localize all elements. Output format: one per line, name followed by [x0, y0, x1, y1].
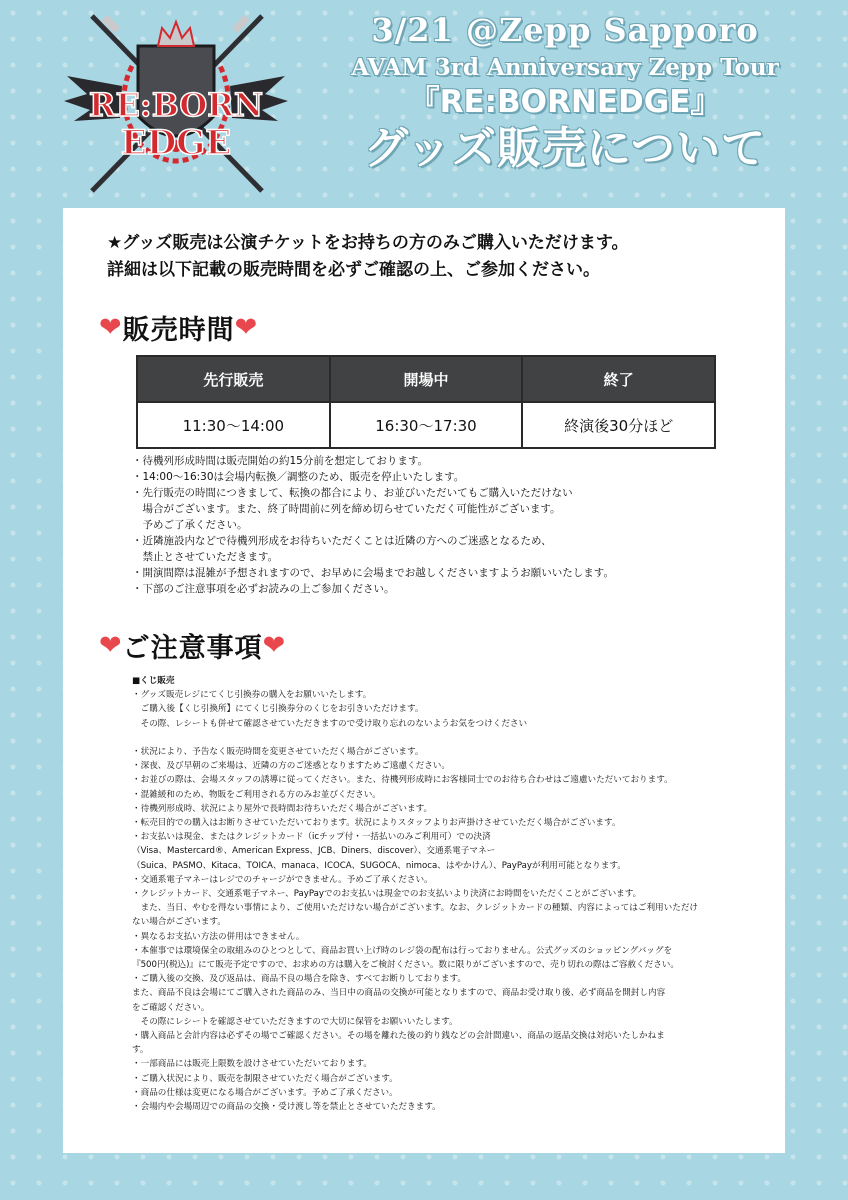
notice-line: ・本催事では環境保全の取組みのひとつとして、商品お買い上げ時のレジ袋の配布は行っておりません。公式グッズのショッピングバッグを	[132, 945, 673, 956]
note-line: ・開演間際は混雑が予想されますので、お早めに会場までお越しくださいますようお願いいたします。	[132, 567, 614, 579]
heart-icon: ❤	[262, 630, 287, 661]
intro-line: ★グッズ販売は公演チケットをお持ちの方のみご購入いただけます。	[107, 233, 629, 253]
notice-line: ・交通系電子マネーはレジでのチャージができません。予めご了承ください。	[132, 874, 433, 885]
sales-hours-table	[136, 355, 716, 449]
notice-line: （Visa、Mastercard®、American Express、JCB、Diners、discover）、交通系電子マネー	[132, 846, 496, 857]
heart-icon: ❤	[99, 312, 123, 343]
notice-line: ・異なるお支払い方法の併用はできません。	[132, 931, 305, 942]
note-line: ・下部のご注意事項を必ずお読みの上ご参加ください。	[132, 583, 395, 595]
notice-line	[132, 731, 772, 745]
heart-icon: ❤	[234, 312, 259, 343]
notice-line: をご確認ください。	[132, 1002, 210, 1013]
note-line: ・14:00〜16:30は会場内転換／調整のため、販売を停止いたします。	[132, 471, 465, 483]
note-line: ・待機列形成時間は販売開始の約15分前を想定しております。	[132, 455, 429, 467]
notice-line: ・クレジットカード、交通系電子マネー、PayPayでのお支払いは現金でのお支払いより決済にお時間をいただくことがございます。	[132, 889, 642, 900]
sales-notes	[132, 453, 752, 597]
notice-heading	[99, 626, 286, 665]
notice-line: ・会場内や会場周辺での商品の交換・受け渡し等を禁止とさせていただきます。	[132, 1102, 441, 1113]
column-header: 開場中	[330, 356, 523, 402]
notice-line: 『500円(税込)』にて販売予定ですので、お求めの方は購入をご検討ください。数に限りがございますので、売り切れの際はご容赦ください。	[132, 960, 679, 971]
intro-text	[107, 230, 757, 284]
table-header-row	[137, 356, 715, 402]
heart-icon: ❤	[99, 630, 123, 661]
notice-line: ・お支払いは現金、またはクレジットカード（icチップ付・一括払いのみご利用可）での決済	[132, 832, 491, 843]
notice-line: す。	[132, 1045, 149, 1056]
column-header: 先行販売	[137, 356, 330, 402]
tour-subtitle: 『RE:BORNEDGE』	[408, 83, 722, 120]
content-panel	[63, 208, 785, 1153]
notice-line: ・ご購入状況により、販売を制限させていただく場合がございます。	[132, 1073, 398, 1084]
note-line: 予めご了承ください。	[132, 519, 248, 531]
event-date-venue: 3/21 @Zepp Sapporo	[371, 11, 759, 49]
notice-list	[132, 674, 772, 1114]
reborn-edge-logo	[62, 6, 290, 206]
notice-line: ■くじ販売	[132, 676, 175, 686]
notice-title: ご注意事項	[122, 633, 263, 664]
notice-line: ・お並びの際は、会場スタッフの誘導に従ってください。また、待機列形成時にお客様同士でのお待ち合わせはご遠慮いただいております。	[132, 775, 673, 786]
note-line: ・近隣施設内などで待機列形成をお待ちいただくことは近隣の方へのご迷惑となるため、	[132, 535, 552, 547]
notice-line: その際、レシートも併せて確認させていただきますので受け取り忘れのないようお気をつけください	[132, 718, 528, 729]
notice-line: ・転売目的での購入はお断りさせていただいております。状況によりスタッフよりお声掛けさせていただく場合がございます。	[132, 818, 621, 829]
table-cell: 11:30〜14:00	[137, 402, 330, 448]
notice-line: ・購入商品と会計内容は必ずその場でご確認ください。その場を離れた後の釣り銭などの会計間違い、商品の返品交換は対応いたしかねま	[132, 1031, 665, 1042]
intro-line: 詳細は以下記載の販売時間を必ずご確認の上、ご参加ください。	[107, 260, 600, 280]
tour-name: AVAM 3rd Anniversary Zepp Tour	[351, 53, 779, 81]
column-header: 終了	[522, 356, 715, 402]
note-line: ・先行販売の時間につきまして、転換の都合により、お並びいただいてもご購入いただけない	[132, 487, 573, 499]
notice-line: ・混雑緩和のため、物販をご利用される方のみお並びください。	[132, 789, 381, 800]
table-row	[137, 402, 715, 448]
notice-line: その際にレシートを確認させていただきますので大切に保管をお願いいたします。	[132, 1016, 458, 1027]
logo-text-bottom: EDGE	[120, 123, 232, 163]
notice-line: ・ご購入後の交換、及び返品は、商品不良の場合を除き、すべてお断りしております。	[132, 974, 466, 985]
logo-text-top: RE:BORN	[88, 86, 264, 124]
notice-line: ・深夜、及び早朝のご来場は、近隣の方のご迷惑となりますためご遠慮ください。	[132, 761, 450, 772]
note-line: 場合がございます。また、終了時間前に列を締め切らせていただく可能性がございます。	[132, 503, 561, 515]
notice-line: ・状況により、予告なく販売時間を変更させていただく場合がございます。	[132, 747, 424, 758]
notice-line: また、当日、やむを得ない事情により、ご使用いただけない場合がございます。なお、クレジットカードの種類、内容によってはご利用いただけ	[132, 903, 699, 914]
notice-line: ない場合がございます。	[132, 917, 226, 928]
table-cell: 終演後30分ほど	[522, 402, 715, 448]
notice-line: ご購入後【くじ引換所】にてくじ引換券分のくじをお引きいただけます。	[132, 704, 424, 715]
page-title: グッズ販売について	[364, 123, 766, 175]
notice-line: ・待機列形成時、状況により屋外で長時間お待ちいただく場合がございます。	[132, 803, 433, 814]
sales-hours-title: 販売時間	[122, 315, 235, 346]
table-cell: 16:30〜17:30	[330, 402, 523, 448]
title-block	[300, 11, 830, 175]
notice-line: ・商品の仕様は変更になる場合がございます。予めご了承ください。	[132, 1087, 398, 1098]
notice-line: （Suica、PASMO、Kitaca、TOICA、manaca、ICOCA、SUGOCA、nimoca、はやかけん）、PayPayが利用可能となります。	[132, 860, 626, 871]
sales-hours-heading	[99, 308, 258, 347]
notice-line: ・一部商品には販売上限数を設けさせていただいております。	[132, 1059, 372, 1070]
notice-line: ・グッズ販売レジにてくじ引換券の購入をお願いいたします。	[132, 690, 372, 701]
note-line: 禁止とさせていただきます。	[132, 551, 279, 563]
header	[0, 0, 848, 210]
notice-line: また、商品不良は会場にてご購入された商品のみ、当日中の商品の交換が可能となりますので、商品お受け取り後、必ず商品を開封し内容	[132, 988, 666, 999]
